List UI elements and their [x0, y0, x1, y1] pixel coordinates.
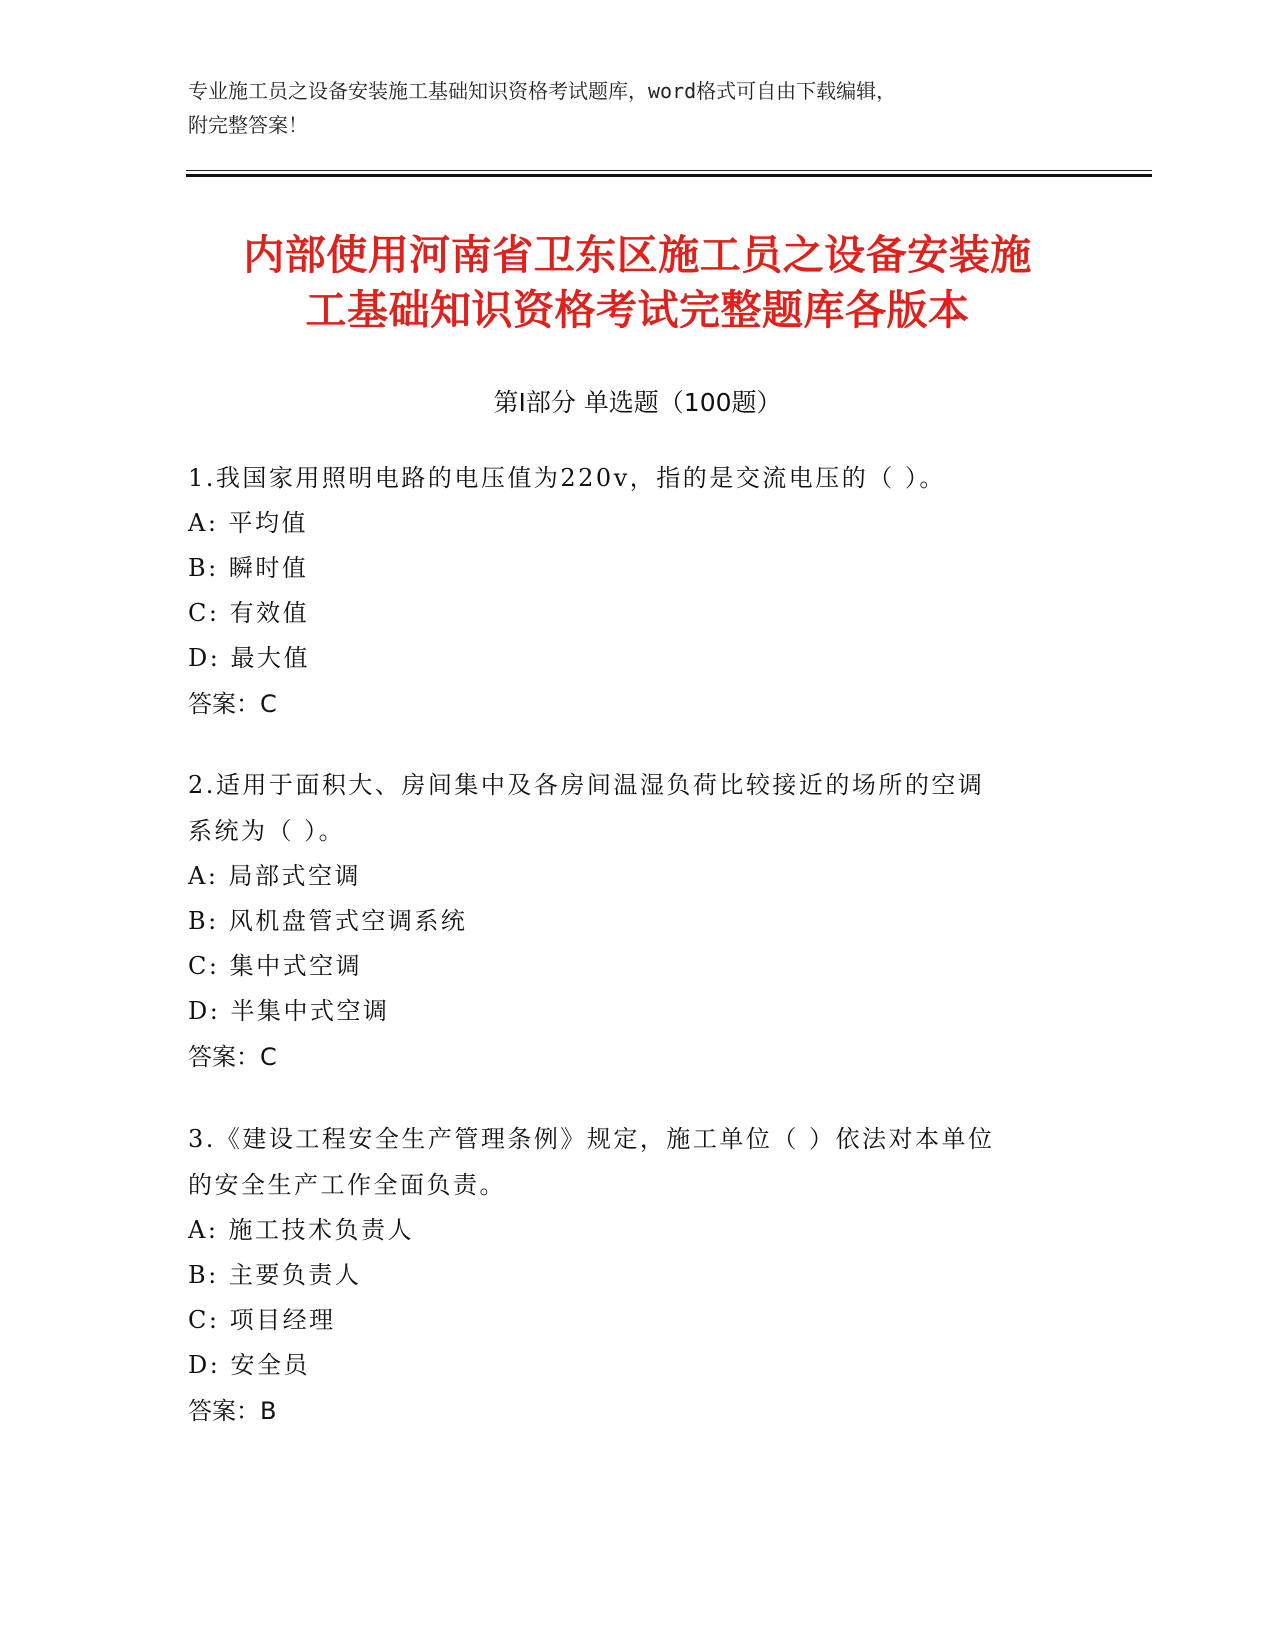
option-d: D: 最大值 — [188, 644, 310, 672]
question-stem: 2.适用于面积大、房间集中及各房间温湿负荷比较接近的场所的空调 — [188, 771, 985, 799]
answer: 答案：B — [188, 1397, 277, 1425]
answer: 答案：C — [188, 1043, 277, 1071]
answer: 答案：C — [188, 690, 277, 718]
document-title-line-2: 工基础知识资格考试完整题库各版本 — [305, 286, 970, 334]
question-stem: 3.《建设工程安全生产管理条例》规定，施工单位（ ）依法对本单位 — [188, 1125, 995, 1153]
question-stem-continued: 的安全生产工作全面负责。 — [188, 1171, 506, 1199]
header-note — [188, 74, 1088, 142]
option-a: A: 施工技术负责人 — [188, 1216, 415, 1244]
question-stem-continued: 系统为（ ）。 — [188, 817, 346, 845]
option-c: C: 集中式空调 — [188, 952, 363, 980]
document-title-line-1: 内部使用河南省卫东区施工员之设备安装施 — [243, 231, 1032, 279]
option-c: C: 项目经理 — [188, 1306, 336, 1334]
option-a: A: 平均值 — [188, 509, 309, 537]
option-a: A: 局部式空调 — [188, 862, 362, 890]
document-title — [150, 228, 1125, 338]
header-divider-thin — [186, 170, 1152, 171]
option-b: B: 风机盘管式空调系统 — [188, 907, 468, 935]
option-b: B: 瞬时值 — [188, 554, 309, 582]
header-note-line-2: 附完整答案！ — [188, 113, 308, 137]
header-divider-thick — [186, 174, 1152, 177]
question-2 — [188, 762, 1088, 1080]
section-heading: 第Ⅰ部分 单选题（100题） — [493, 388, 782, 417]
option-d: D: 安全员 — [188, 1351, 310, 1379]
question-1 — [188, 455, 1088, 727]
option-d: D: 半集中式空调 — [188, 997, 390, 1025]
header-note-line-1: 专业施工员之设备安装施工基础知识资格考试题库，word格式可自由下载编辑， — [188, 79, 897, 103]
option-b: B: 主要负责人 — [188, 1261, 362, 1289]
question-3 — [188, 1116, 1088, 1434]
option-c: C: 有效值 — [188, 599, 310, 627]
question-stem: 1.我国家用照明电路的电压值为220v，指的是交流电压的（ ）。 — [188, 464, 946, 492]
